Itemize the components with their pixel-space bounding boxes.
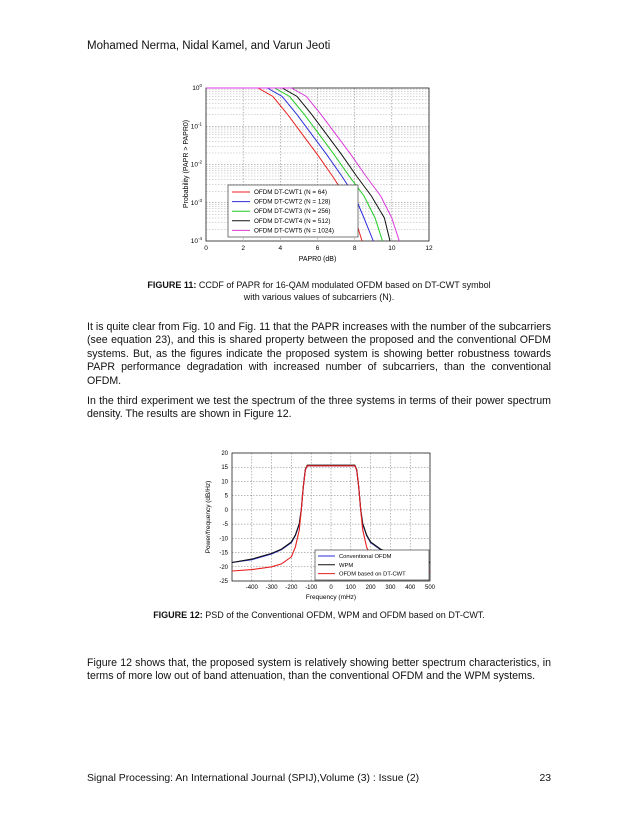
figure-11-caption xyxy=(80,279,558,303)
running-header: Mohamed Nerma, Nidal Kamel, and Varun Jeoti xyxy=(87,40,331,52)
y-tick-label: 5 xyxy=(224,493,228,500)
figure-12-caption xyxy=(80,609,558,621)
x-tick-label: -100 xyxy=(305,585,318,591)
y-tick-label: 10 xyxy=(221,479,228,486)
figure-12-psd-chart xyxy=(198,446,448,602)
x-tick-label: 6 xyxy=(315,245,320,252)
y-axis-label: Power/frequency (dB/Hz) xyxy=(205,480,212,554)
legend xyxy=(315,550,429,580)
x-tick-label: -200 xyxy=(285,585,298,591)
legend-label: OFDM DT-CWT5 (N = 1024) xyxy=(254,227,334,235)
y-tick-label: 20 xyxy=(221,451,228,457)
y-tick-label: 15 xyxy=(221,465,228,472)
y-axis-label: Probability (PAPR > PAPR0) xyxy=(183,119,190,209)
x-tick-label: 0 xyxy=(329,585,333,591)
legend-label: OFDM DT-CWT3 (N = 256) xyxy=(254,208,331,216)
caption-label: FIGURE 11: xyxy=(147,280,197,290)
x-axis-label: PAPR0 (dB) xyxy=(298,256,337,263)
y-tick-label: $10^{-3}$ xyxy=(190,197,202,207)
legend-label: OFDM DT-CWT4 (N = 512) xyxy=(254,217,331,225)
y-tick-label: $10^0$ xyxy=(192,83,202,92)
page-number: 23 xyxy=(539,773,551,784)
x-tick-label: 500 xyxy=(424,585,436,591)
x-tick-label: 10 xyxy=(388,245,396,252)
journal-name: Signal Processing: An International Journal (SPIJ),Volume (3) : Issue (2) xyxy=(87,773,420,784)
x-tick-label: 8 xyxy=(352,245,357,252)
legend-label: WPM xyxy=(339,562,354,569)
paragraph-2: In the third experiment we test the spectrum of the three systems in terms of their power spectrum density. The results are shown in Figure 12. xyxy=(87,395,551,421)
x-tick-label: 300 xyxy=(385,585,396,591)
paragraph-1: It is quite clear from Fig. 10 and Fig. 11 that the PAPR increases with the number of the subcarriers (see equation 23), and this is shared property between the proposed and the conventional OFDM systems. But, as the figures indicate the proposed system is showing better robustness towards PAPR performance degradation with increased number of subcarriers, than the conventional OFDM. xyxy=(87,321,551,387)
paragraph-3: Figure 12 shows that, the proposed system is relatively showing better spectrum characteristics, in terms of more low out of band attenuation, than the conventional OFDM and the WPM systems. xyxy=(87,657,551,683)
caption-text: PSD of the Conventional OFDM, WPM and OFDM based on DT-CWT. xyxy=(205,610,485,620)
x-axis-label: Frequency (mHz) xyxy=(305,594,357,601)
caption-line-2: with various values of subcarriers (N). xyxy=(243,292,395,302)
y-tick-label: $10^{-1}$ xyxy=(190,121,202,131)
y-tick-label: -20 xyxy=(219,564,228,571)
x-tick-label: -400 xyxy=(245,585,258,591)
page-footer xyxy=(87,773,551,784)
caption-label: FIGURE 12: xyxy=(153,610,203,620)
y-tick-label: $10^{-2}$ xyxy=(190,159,202,169)
x-tick-label: 4 xyxy=(278,245,283,252)
x-tick-label: 2 xyxy=(241,245,245,252)
y-tick-label: -5 xyxy=(222,522,228,529)
y-tick-label: $10^{-4}$ xyxy=(190,236,202,245)
x-tick-label: 200 xyxy=(365,585,376,591)
legend-label: OFDM based on DT-CWT xyxy=(339,571,406,578)
x-tick-label: 400 xyxy=(405,585,416,591)
legend-label: OFDM DT-CWT2 (N = 128) xyxy=(254,198,331,206)
x-tick-label: 12 xyxy=(425,245,433,252)
figure-11-ccdf-chart xyxy=(180,78,450,268)
y-tick-label: -25 xyxy=(219,579,228,585)
x-tick-label: -300 xyxy=(265,585,278,591)
x-tick-label: 100 xyxy=(345,585,356,591)
y-tick-label: -15 xyxy=(219,550,228,557)
legend xyxy=(228,185,358,237)
legend-label: Conventional OFDM xyxy=(339,554,392,560)
y-tick-label: -10 xyxy=(219,536,228,543)
y-tick-label: 0 xyxy=(224,507,228,514)
legend-label: OFDM DT-CWT1 (N = 64) xyxy=(254,189,327,196)
x-tick-label: 0 xyxy=(204,245,208,252)
caption-line-1: CCDF of PAPR for 16-QAM modulated OFDM based on DT-CWT symbol xyxy=(198,280,491,290)
